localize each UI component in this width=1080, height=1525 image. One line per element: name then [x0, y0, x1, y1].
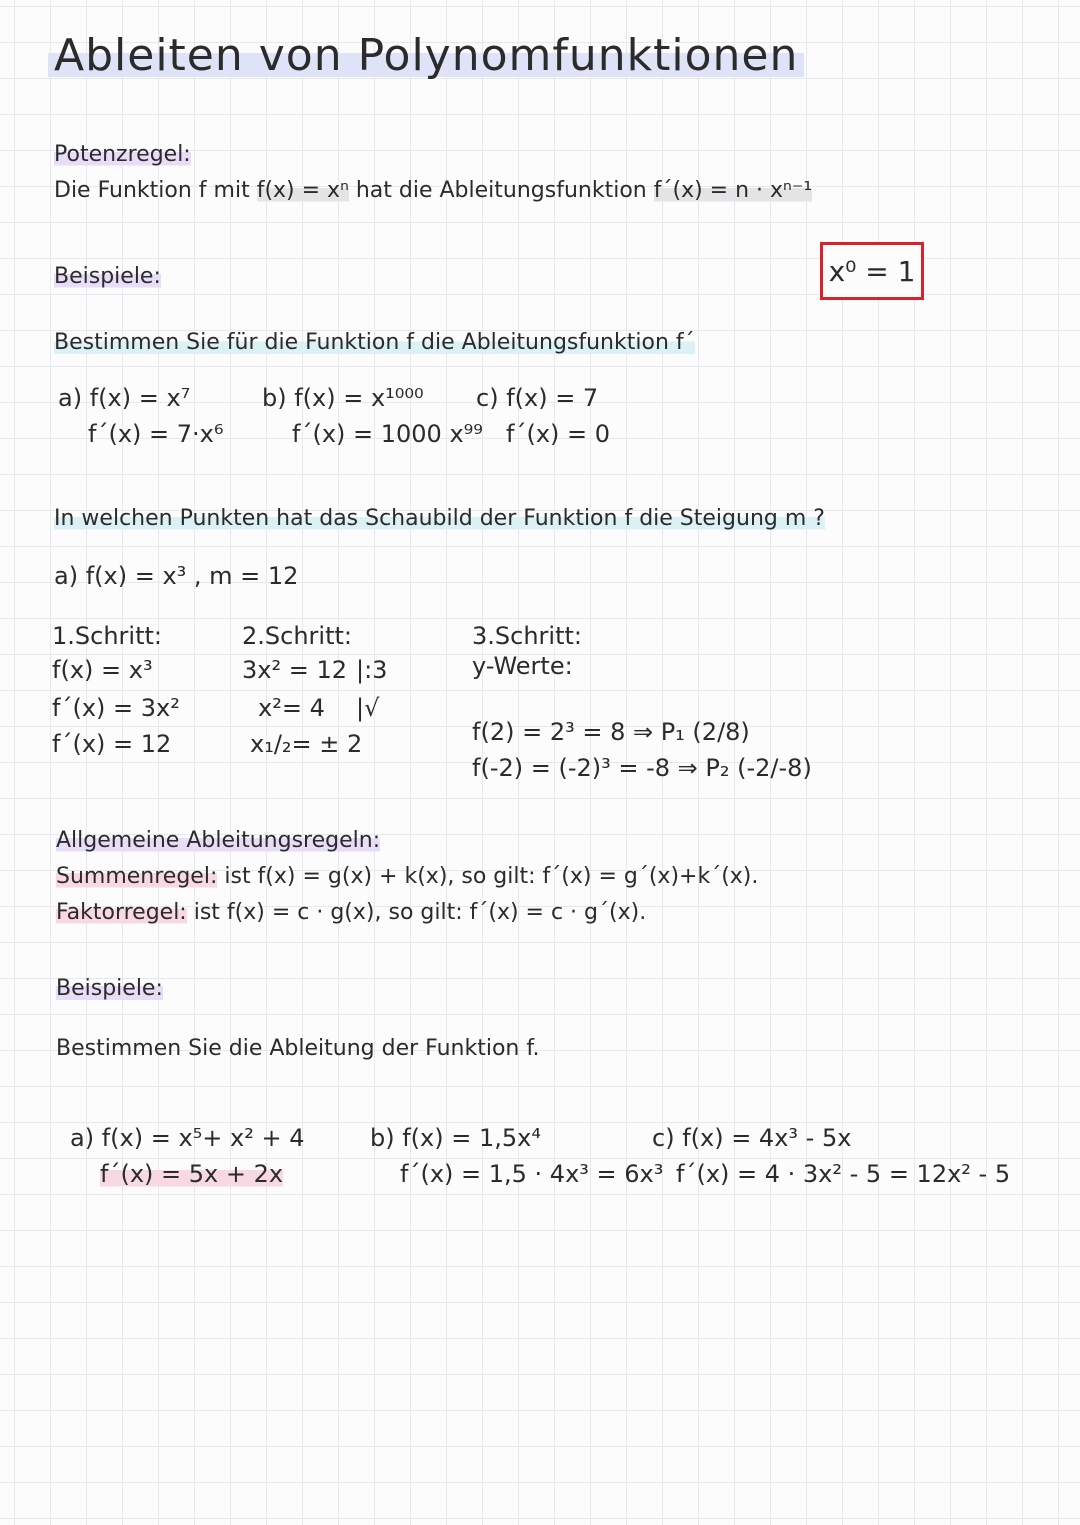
example1-a-derivative: f´(x) = 7·x⁶ — [88, 420, 224, 448]
step3-heading: 3.Schritt: — [472, 622, 582, 650]
examples1-heading: Beispiele: — [54, 264, 161, 289]
step2-line2: x²= 4 — [258, 694, 325, 722]
step1-line1: f(x) = x³ — [52, 656, 153, 684]
example2-b-derivative: f´(x) = 1,5 · 4x³ = 6x³ — [400, 1160, 664, 1188]
step1-line3: f´(x) = 12 — [52, 730, 172, 758]
step3-point1: f(2) = 2³ = 8 ⇒ P₁ (2/8) — [472, 718, 750, 746]
slope-given: a) f(x) = x³ , m = 12 — [54, 562, 299, 590]
step2-op-root: |√ — [356, 694, 380, 722]
examples1-task: Bestimmen Sie für die Funktion f die Ableitungsfunktion f´ — [54, 330, 695, 355]
step2-op-divide: |:3 — [356, 656, 388, 684]
rules-heading: Allgemeine Ableitungsregeln: — [56, 828, 381, 853]
examples2-task: Bestimmen Sie die Ableitung der Funktion f. — [56, 1036, 540, 1061]
example1-c-function: c) f(x) = 7 — [476, 384, 599, 412]
example2-a-function: a) f(x) = x⁵+ x² + 4 — [70, 1124, 305, 1152]
step1-line2: f´(x) = 3x² — [52, 694, 180, 722]
factor-rule — [56, 900, 646, 925]
sum-rule-label: Summenregel: — [56, 864, 218, 889]
factor-rule-text: ist f(x) = c · g(x), so gilt: f´(x) = c · g´(x). — [186, 900, 647, 925]
step1-heading: 1.Schritt: — [52, 622, 162, 650]
page-title: Ableiten von Polynomfunktionen — [48, 30, 804, 81]
power-rule-heading: Potenzregel: — [54, 142, 191, 167]
step3-subheading: y-Werte: — [472, 652, 573, 680]
step3-point2: f(-2) = (-2)³ = -8 ⇒ P₂ (-2/-8) — [472, 754, 812, 782]
example2-a-derivative: f´(x) = 5x + 2x — [100, 1160, 284, 1188]
example1-c-derivative: f´(x) = 0 — [506, 420, 611, 448]
factor-rule-label: Faktorregel: — [56, 900, 187, 925]
power-rule-text-b: hat die Ableitungsfunktion — [355, 178, 647, 203]
step2-heading: 2.Schritt: — [242, 622, 352, 650]
power-rule-statement — [54, 178, 812, 203]
example1-b-derivative: f´(x) = 1000 x⁹⁹ — [292, 420, 483, 448]
sum-rule-text: ist f(x) = g(x) + k(x), so gilt: f´(x) = g´(x)+k´(x). — [217, 864, 759, 889]
example2-c-derivative: f´(x) = 4 · 3x² - 5 = 12x² - 5 — [676, 1160, 1011, 1188]
examples2-heading: Beispiele: — [56, 976, 163, 1001]
power-rule-function: f(x) = xⁿ — [256, 178, 349, 203]
example2-c-function: c) f(x) = 4x³ - 5x — [652, 1124, 852, 1152]
example1-a-function: a) f(x) = x⁷ — [58, 384, 191, 412]
step2-line3: x₁/₂= ± 2 — [250, 730, 363, 758]
sum-rule — [56, 864, 758, 889]
example2-b-function: b) f(x) = 1,5x⁴ — [370, 1124, 541, 1152]
example1-b-function: b) f(x) = x¹⁰⁰⁰ — [262, 384, 424, 412]
step2-line1: 3x² = 12 — [242, 656, 347, 684]
power-rule-text-a: Die Funktion f mit — [54, 178, 250, 203]
power-rule-derivative: f´(x) = n · xⁿ⁻¹ — [653, 178, 813, 203]
note-box-x0: x⁰ = 1 — [820, 242, 924, 300]
slope-question: In welchen Punkten hat das Schaubild der Funktion f die Steigung m ? — [54, 506, 825, 531]
